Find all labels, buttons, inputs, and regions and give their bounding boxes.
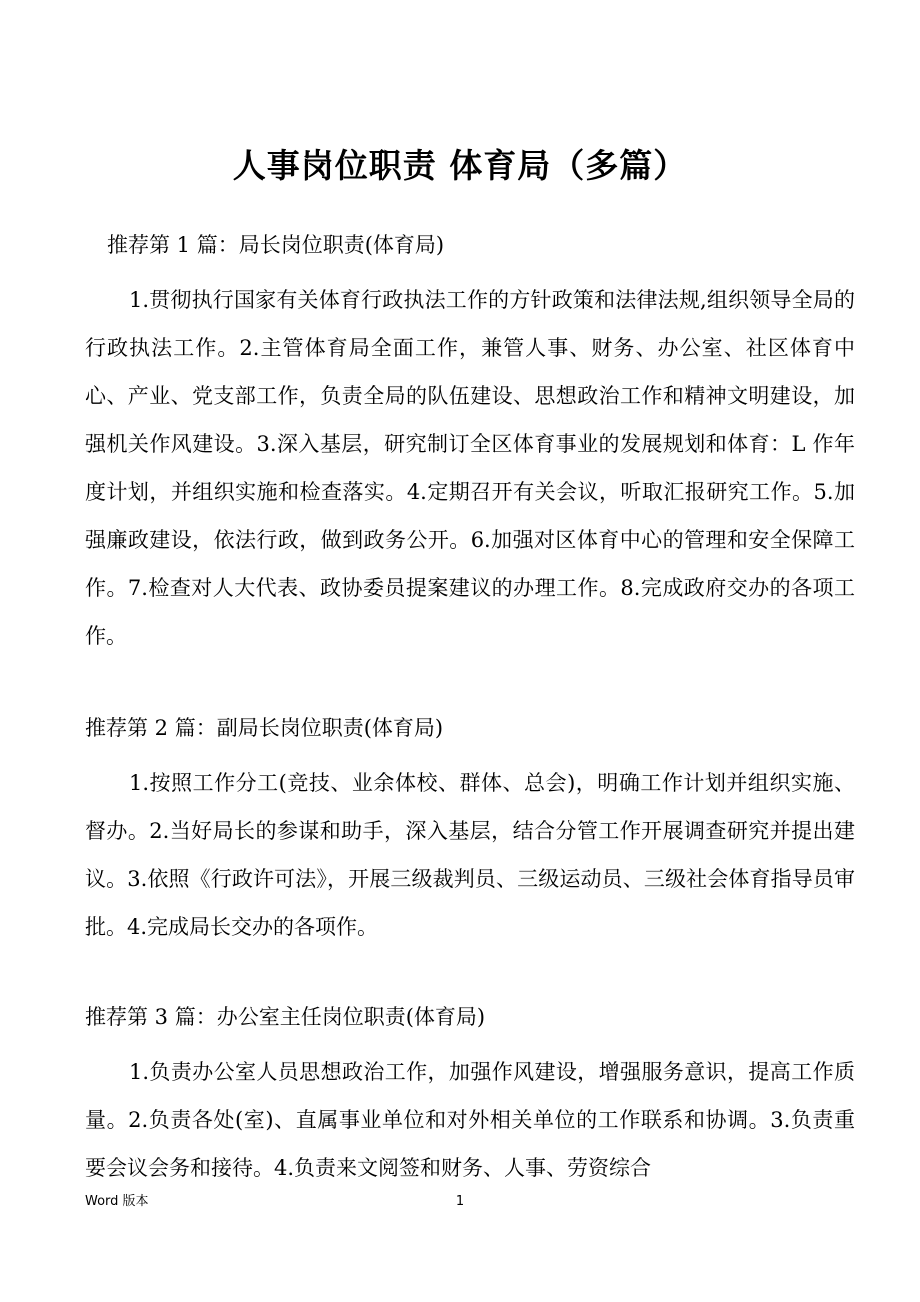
section-2 <box>85 713 855 951</box>
footer-version-label: Word 版本 <box>85 1194 149 1209</box>
section-body: 1.按照工作分工(竞技、业余体校、群体、总会)，明确工作计划并组织实施、督办。2.当好局长的参谋和助手，深入基层，结合分管工作开展调查研究并提出建议。3.依照《行政许可法》，开展三级裁判员、三级运动员、三级社会体育指导员审批。4.完成局长交办的各项作。 <box>85 771 855 939</box>
section-1 <box>85 230 855 660</box>
page-title: 人事岗位职责 体育局（多篇） <box>232 146 688 185</box>
section-body: 1.负责办公室人员思想政治工作，加强作风建设，增强服务意识，提高工作质量。2.负责各处(室)、直属事业单位和对外相关单位的工作联系和协调。3.负责重要会议会务和接待。4.负责来文阅签和财务、人事、劳资综合 <box>85 1060 855 1180</box>
footer-page-number: 1 <box>455 1194 465 1209</box>
section-heading: 推荐第 3 篇：办公室主任岗位职责(体育局) <box>85 1005 486 1029</box>
section-body: 1.贯彻执行国家有关体育行政执法工作的方针政策和法律法规,组织领导全局的行政执法工作。2.主管体育局全面工作，兼管人事、财务、办公室、社区体育中心、产业、党支部工作，负责全局的队伍建设、思想政治工作和精神文明建设，加强机关作风建设。3.深入基层，研究制订全区体育事业的发展规划和体育：L 作年度计划，并组织实施和检查落实。4.定期召开有关会议，听取汇报研究工作。5.加强廉政建设，依法行政，做到政务公开。6.加强对区体育中心的管理和安全保障工作。7.检查对人大代表、政协委员提案建议的办理工作。8.完成政府交办的各项工作。 <box>85 288 855 648</box>
section-heading: 推荐第 2 篇：副局长岗位职责(体育局) <box>85 716 444 740</box>
section-3 <box>85 1002 855 1184</box>
section-heading: 推荐第 1 篇：局长岗位职责(体育局) <box>107 233 445 257</box>
